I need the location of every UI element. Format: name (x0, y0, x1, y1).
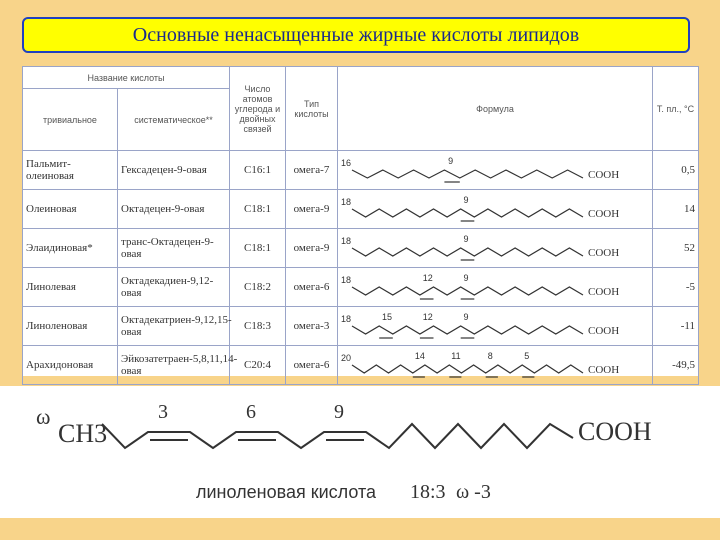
header-melting: Т. пл., °С (653, 67, 699, 151)
carbon-count: C18:1 (230, 190, 286, 229)
double-bond-label: 5 (524, 351, 530, 361)
systematic-name: Октадекадиен-9,12-овая (118, 268, 230, 307)
linolenic-structure-diagram (0, 386, 720, 518)
caption-name: линоленовая кислота (196, 482, 376, 502)
acid-type: омега-9 (286, 229, 338, 268)
table-row (23, 268, 699, 307)
carbon-chain (352, 209, 583, 217)
bottom-strip (0, 518, 720, 540)
header-trivial: тривиальное (23, 89, 118, 151)
zigzag-formula (338, 269, 653, 305)
ch3-label: CH3 (58, 419, 108, 448)
zigzag-formula (338, 230, 653, 266)
trivial-name: Олеиновая (23, 190, 118, 229)
double-bond-label: 14 (414, 351, 425, 361)
double-bond-label: 9 (463, 312, 469, 322)
omega-symbol: ω (36, 404, 51, 429)
title-banner (22, 17, 690, 53)
table-row (23, 307, 699, 346)
header-formula: Формула (338, 67, 653, 151)
header-type: Тип кислоты (286, 67, 338, 151)
zigzag-formula (338, 347, 653, 383)
carbon-count: C16:1 (230, 151, 286, 190)
table-row (23, 229, 699, 268)
formula-diagram (338, 151, 653, 190)
chain-start-label: 18 (341, 314, 352, 324)
trivial-name: Пальмит-олеиновая (23, 151, 118, 190)
carbon-count: C18:1 (230, 229, 286, 268)
cooh-group: COOH (588, 364, 620, 376)
page-title: Основные ненасыщенные жирные кислоты липидов (132, 23, 580, 46)
double-bond-label: 11 (451, 351, 461, 361)
chain-start-label: 16 (341, 158, 352, 168)
double-bond-label: 9 (463, 273, 469, 283)
trivial-name: Линоленовая (23, 307, 118, 346)
chain-start-label: 18 (341, 197, 352, 207)
cooh-group: COOH (588, 286, 620, 298)
formula-diagram (338, 190, 653, 229)
trivial-name: Арахидоновая (23, 346, 118, 385)
carbon-chain (352, 287, 583, 295)
acid-type: омега-7 (286, 151, 338, 190)
zigzag-formula (338, 191, 653, 227)
chain-start-label: 18 (341, 275, 352, 285)
double-bond-label: 12 (422, 273, 433, 283)
caption-omega: ω -3 (456, 481, 491, 503)
carbon-chain (352, 365, 583, 373)
fatty-acids-table (22, 66, 698, 376)
chain-start-label: 20 (341, 353, 352, 363)
double-bond-label: 8 (487, 351, 493, 361)
header-carbon: Число атомов углерода и двойных связей (230, 67, 286, 151)
acid-type: омега-6 (286, 268, 338, 307)
double-bond-label: 15 (382, 312, 393, 322)
trivial-name: Линолевая (23, 268, 118, 307)
formula-diagram (338, 268, 653, 307)
table-row (23, 151, 699, 190)
position-label-3: 3 (158, 401, 168, 423)
cooh-group: COOH (588, 325, 620, 337)
formula-diagram (338, 346, 653, 385)
formula-diagram (338, 307, 653, 346)
melting-point: -11 (653, 307, 699, 346)
systematic-name: транс-Октадецен-9-овая (118, 229, 230, 268)
carbon-count: C18:2 (230, 268, 286, 307)
double-bond-label: 9 (463, 234, 469, 244)
carbon-count: C20:4 (230, 346, 286, 385)
table-row (23, 190, 699, 229)
cooh-group: COOH (588, 208, 620, 220)
double-bond-label: 12 (422, 312, 433, 322)
zigzag-formula (338, 308, 653, 344)
trivial-name: Элаидиновая* (23, 229, 118, 268)
zigzag-formula (338, 152, 653, 188)
carbon-chain (352, 248, 583, 256)
header-systematic: систематическое** (118, 89, 230, 151)
melting-point: 0,5 (653, 151, 699, 190)
table-row (23, 346, 699, 385)
caption-formula: 18:3 (410, 481, 446, 503)
acid-type: омега-3 (286, 307, 338, 346)
header-name-group: Название кислоты (23, 67, 230, 89)
acid-type: омега-6 (286, 346, 338, 385)
cooh-group: COOH (588, 247, 620, 259)
skeleton-chain (102, 424, 573, 448)
position-label-6: 6 (246, 401, 256, 423)
melting-point: 52 (653, 229, 699, 268)
carbon-count: C18:3 (230, 307, 286, 346)
acid-type: омега-9 (286, 190, 338, 229)
cooh-group: COOH (588, 169, 620, 181)
systematic-name: Октадекатриен-9,12,15-овая (118, 307, 230, 346)
melting-point: -49,5 (653, 346, 699, 385)
carbon-chain (352, 326, 583, 334)
systematic-name: Эйкозатетраен-5,8,11,14-овая (118, 346, 230, 385)
melting-point: -5 (653, 268, 699, 307)
systematic-name: Гексадецен-9-овая (118, 151, 230, 190)
chain-start-label: 18 (341, 236, 352, 246)
position-label-9: 9 (334, 401, 344, 423)
cooh-label: COOH (578, 417, 652, 446)
carbon-chain (352, 170, 583, 178)
linolenic-structure-panel (0, 386, 720, 518)
melting-point: 14 (653, 190, 699, 229)
double-bond-label: 9 (448, 156, 454, 166)
formula-diagram (338, 229, 653, 268)
systematic-name: Октадецен-9-овая (118, 190, 230, 229)
double-bond-label: 9 (463, 195, 469, 205)
